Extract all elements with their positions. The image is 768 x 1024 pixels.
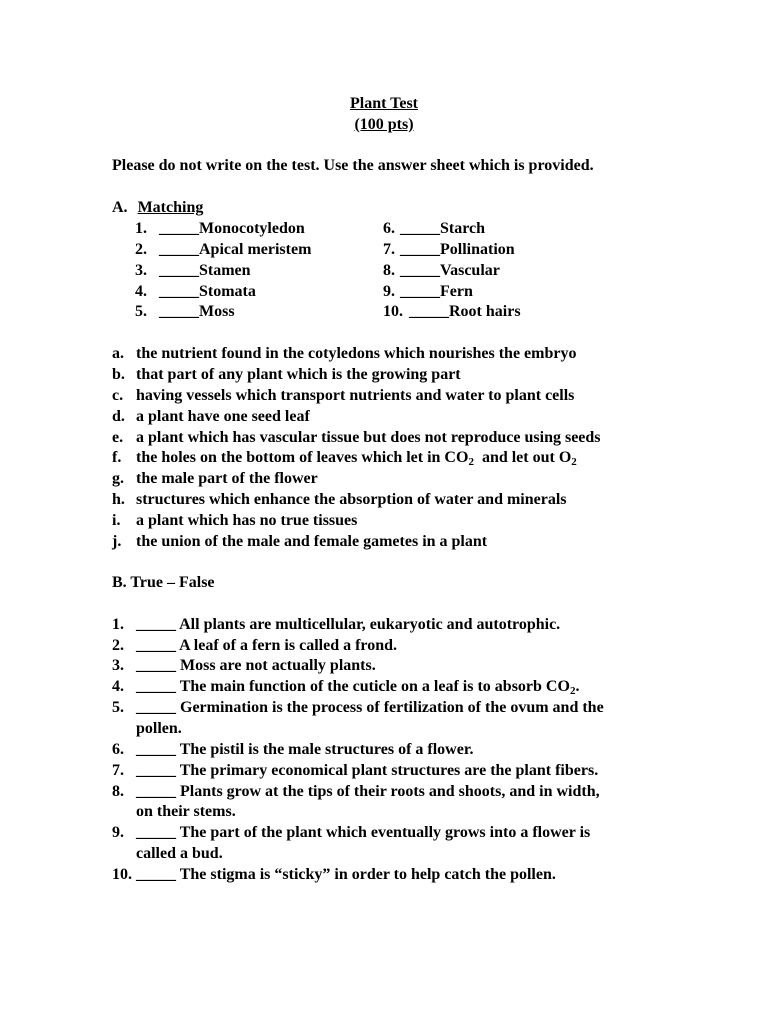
definition-text: the male part of the flower bbox=[136, 470, 318, 487]
definition-letter: d. bbox=[112, 408, 125, 425]
item-text: _____Root hairs bbox=[409, 303, 521, 320]
instructions: Please do not write on the test. Use the answer sheet which is provided. bbox=[112, 157, 594, 174]
item-number: 6. bbox=[112, 741, 124, 758]
item-text: _____ The stigma is “sticky” in order to help catch the pollen. bbox=[136, 866, 556, 883]
page-title bbox=[0, 94, 768, 115]
item-text: called a bud. bbox=[136, 845, 223, 862]
item-number: 9. bbox=[383, 283, 395, 300]
definition-text-part: the holes on the bottom of leaves which let in CO bbox=[136, 449, 469, 466]
item-text: _____ The part of the plant which eventually grows into a flower is bbox=[136, 824, 591, 841]
item-text: _____ The pistil is the male structures of a flower. bbox=[136, 741, 474, 758]
item-number: 5. bbox=[112, 699, 124, 716]
section-b-heading: B. True – False bbox=[112, 574, 215, 591]
points-label bbox=[0, 115, 768, 136]
item-number: 7. bbox=[383, 241, 395, 258]
item-number: 4. bbox=[112, 678, 124, 695]
points-text: (100 pts) bbox=[354, 116, 414, 133]
item-text: _____Stomata bbox=[159, 283, 256, 300]
item-text: _____Stamen bbox=[159, 262, 251, 279]
section-a-letter: A. bbox=[112, 199, 128, 216]
definition-text: that part of any plant which is the growing part bbox=[136, 366, 461, 383]
subscript: 2 bbox=[571, 456, 577, 468]
definition-letter: g. bbox=[112, 470, 124, 487]
item-text: _____Moss bbox=[159, 303, 235, 320]
item-number: 4. bbox=[135, 283, 147, 300]
item-number: 3. bbox=[135, 262, 147, 279]
item-number: 9. bbox=[112, 824, 124, 841]
item-text: _____Pollination bbox=[400, 241, 515, 258]
item-text: _____ Plants grow at the tips of their roots and shoots, and in width, bbox=[136, 783, 600, 800]
definition-text: the nutrient found in the cotyledons which nourishes the embryo bbox=[136, 345, 577, 362]
item-text: _____ Germination is the process of fertilization of the ovum and the bbox=[136, 699, 604, 716]
definition-text bbox=[136, 448, 577, 469]
definition-letter: e. bbox=[112, 429, 124, 446]
item-text: _____Monocotyledon bbox=[159, 220, 305, 237]
definition-text: a plant which has no true tissues bbox=[136, 512, 358, 529]
section-a-title: Matching bbox=[137, 199, 204, 216]
definition-text-part: and let out O bbox=[473, 449, 572, 466]
definition-letter: c. bbox=[112, 387, 124, 404]
title-text: Plant Test bbox=[349, 95, 418, 112]
section-a-heading bbox=[112, 198, 203, 219]
item-number: 7. bbox=[112, 762, 124, 779]
subscript: 2 bbox=[468, 456, 474, 468]
item-text: _____Vascular bbox=[400, 262, 500, 279]
item-number: 3. bbox=[112, 657, 124, 674]
definition-text: the union of the male and female gametes in a plant bbox=[136, 533, 488, 550]
definition-letter: b. bbox=[112, 366, 125, 383]
definition-letter: f. bbox=[112, 449, 122, 466]
item-number: 8. bbox=[112, 783, 124, 800]
item-text: _____Starch bbox=[400, 220, 486, 237]
item-text: _____ All plants are multicellular, eukaryotic and autotrophic. bbox=[136, 616, 561, 633]
item-number: 1. bbox=[112, 616, 124, 633]
item-text: _____Apical meristem bbox=[159, 241, 312, 258]
item-number: 2. bbox=[135, 241, 147, 258]
item-text: on their stems. bbox=[136, 803, 236, 820]
subscript: 2 bbox=[569, 685, 576, 697]
definition-letter: h. bbox=[112, 491, 125, 508]
item-number: 8. bbox=[383, 262, 395, 279]
definition-text: having vessels which transport nutrients and water to plant cells bbox=[136, 387, 575, 404]
item-number: 1. bbox=[135, 220, 147, 237]
definition-letter: a. bbox=[112, 345, 124, 362]
item-text-part: . bbox=[575, 678, 580, 695]
item-text: _____ The primary economical plant structures are the plant fibers. bbox=[136, 762, 599, 779]
item-number: 2. bbox=[112, 637, 124, 654]
item-number: 5. bbox=[135, 303, 147, 320]
item-text: pollen. bbox=[136, 720, 182, 737]
item-text: _____Fern bbox=[400, 283, 473, 300]
item-text-part: _____ The main function of the cuticle on a leaf is to absorb CO bbox=[136, 678, 570, 695]
item-number: 10. bbox=[383, 303, 403, 320]
item-number: 6. bbox=[383, 220, 395, 237]
definition-text: a plant which has vascular tissue but does not reproduce using seeds bbox=[136, 429, 601, 446]
item-text: _____ Moss are not actually plants. bbox=[136, 657, 376, 674]
definition-letter: i. bbox=[112, 512, 121, 529]
definition-text: structures which enhance the absorption of water and minerals bbox=[136, 491, 567, 508]
item-text bbox=[136, 677, 579, 698]
definition-text: a plant have one seed leaf bbox=[136, 408, 310, 425]
definition-letter: j. bbox=[112, 533, 122, 550]
item-text: _____ A leaf of a fern is called a frond. bbox=[136, 637, 398, 654]
item-number: 10. bbox=[112, 866, 132, 883]
